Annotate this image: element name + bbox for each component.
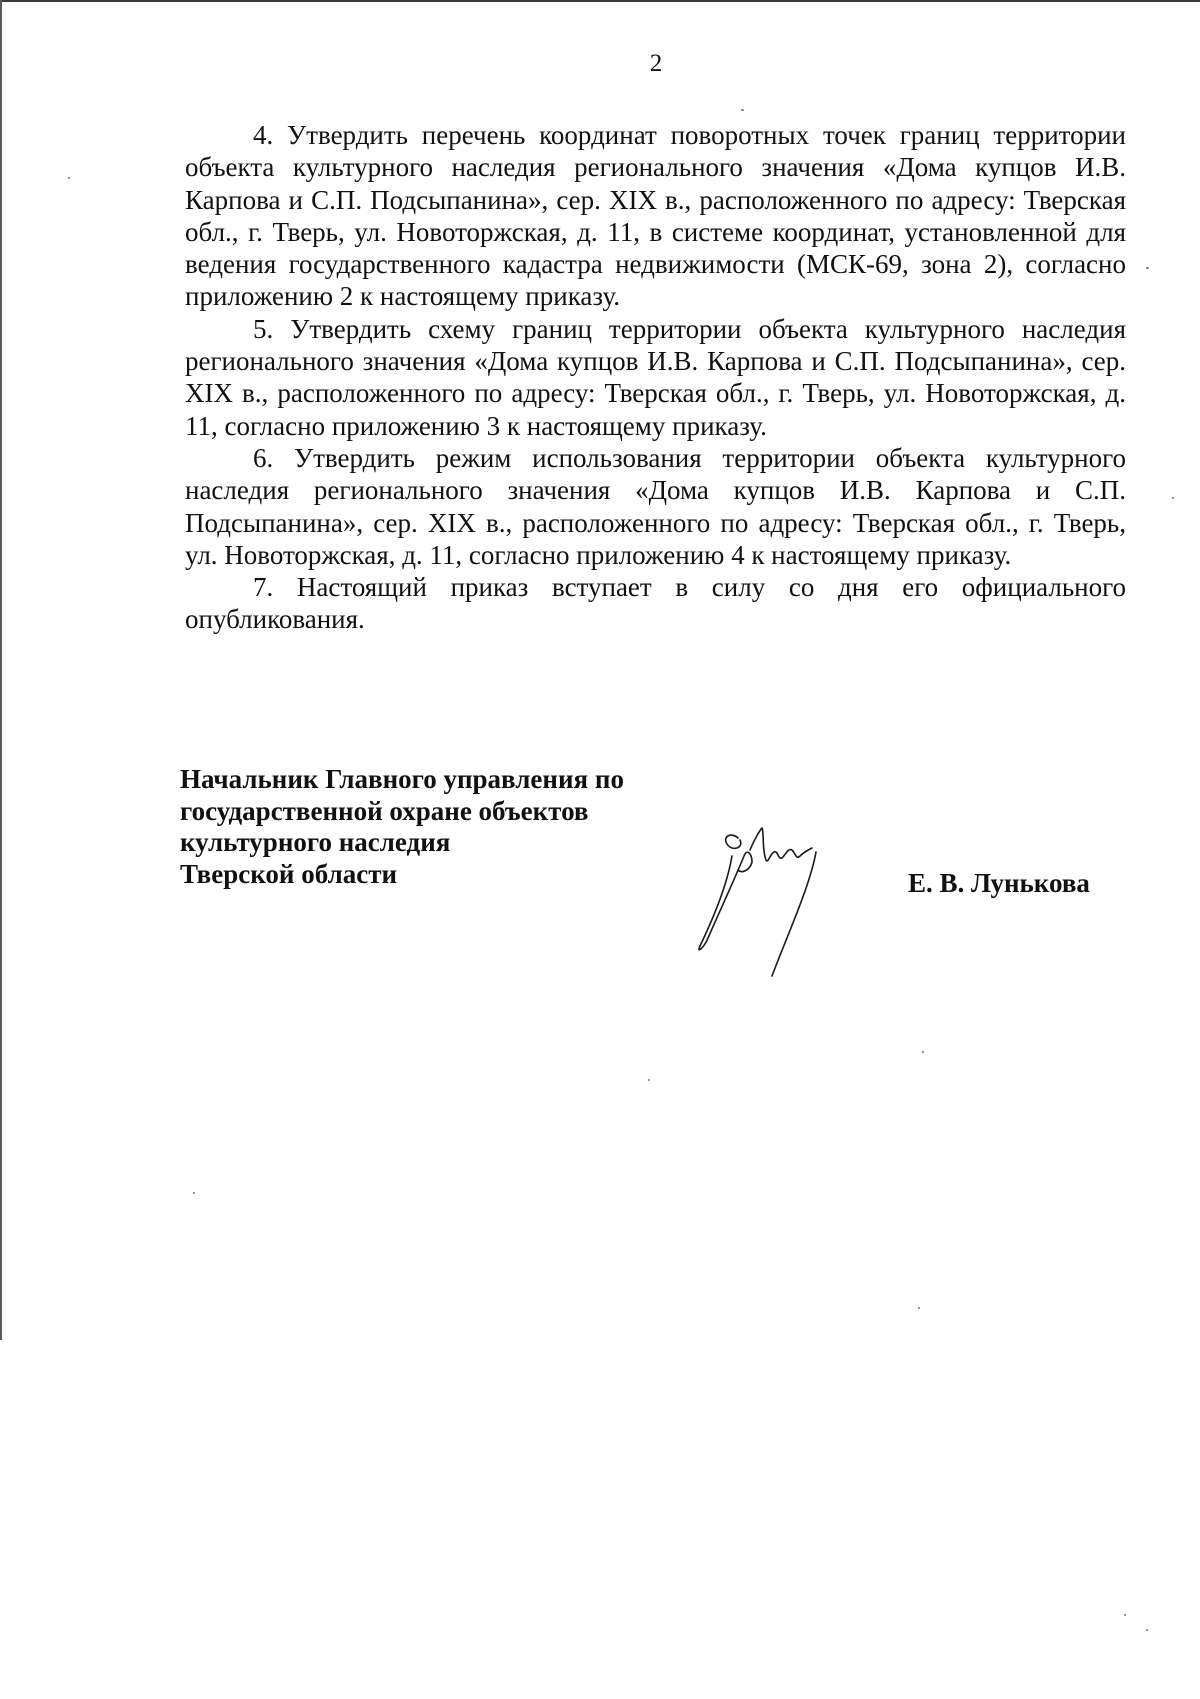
page-number: 2 [649,50,663,77]
scan-speck [648,1079,650,1081]
scan-speck [193,1192,195,1194]
scan-speck [1124,1614,1126,1616]
scan-speck [1146,1629,1148,1631]
scan-speck [922,1051,924,1053]
signatory-title [180,764,624,890]
scan-speck [918,1307,920,1309]
signatory-name: Е. В. Лунькова [908,868,1090,898]
scan-speck [1172,497,1174,499]
document-body [185,119,1126,636]
scan-speck [68,177,70,179]
scan-speck [741,109,744,111]
handwritten-signature [692,826,862,986]
paragraph-4: 4. Утвердить перечень координат поворотных точек границ территории объекта культурного наследия регионального значения «Дома купцов И.В. Карпова и С.П. Подсыпанина», сер. XIX в., расположенного по адресу: Тверская обл., г. Тверь, ул. Новоторжская, д. 11, в системе координат, установленной для ведения государственного кадастра недвижимости (МСК-69, зона 2), согласно приложению 2 к настоящему приказу. [185,120,1126,312]
signatory-title-line: культурного наследия [180,827,451,857]
scan-border-left [0,0,2,1340]
signatory-title-line: Тверской области [180,858,398,889]
paragraph-6: 6. Утвердить режим использования территории объекта культурного наследия регионального значения «Дома купцов И.В. Карпова и С.П. Подсыпанина», сер. XIX в., расположенного по адресу: Тверская обл., г. Тверь, ул. Новоторжская, д. 11, согласно приложению 4 к настоящему приказу. [185,442,1126,570]
scan-speck [1146,267,1149,269]
signatory-title-line: государственной охране объектов [180,795,589,826]
paragraph-7: 7. Настоящий приказ вступает в силу со дня его официального опубликования. [185,572,1126,635]
paragraph-5: 5. Утвердить схему границ территории объекта культурного наследия регионального значения «Дома купцов И.В. Карпова и С.П. Подсыпанина», сер. XIX в., расположенного по адресу: Тверская обл., г. Тверь, ул. Новоторжская, д. 11, согласно приложению 3 к настоящему приказу. [185,313,1126,441]
signatory-title-line: Начальник Главного управления по [180,764,624,794]
scan-border-top [0,0,1200,2]
